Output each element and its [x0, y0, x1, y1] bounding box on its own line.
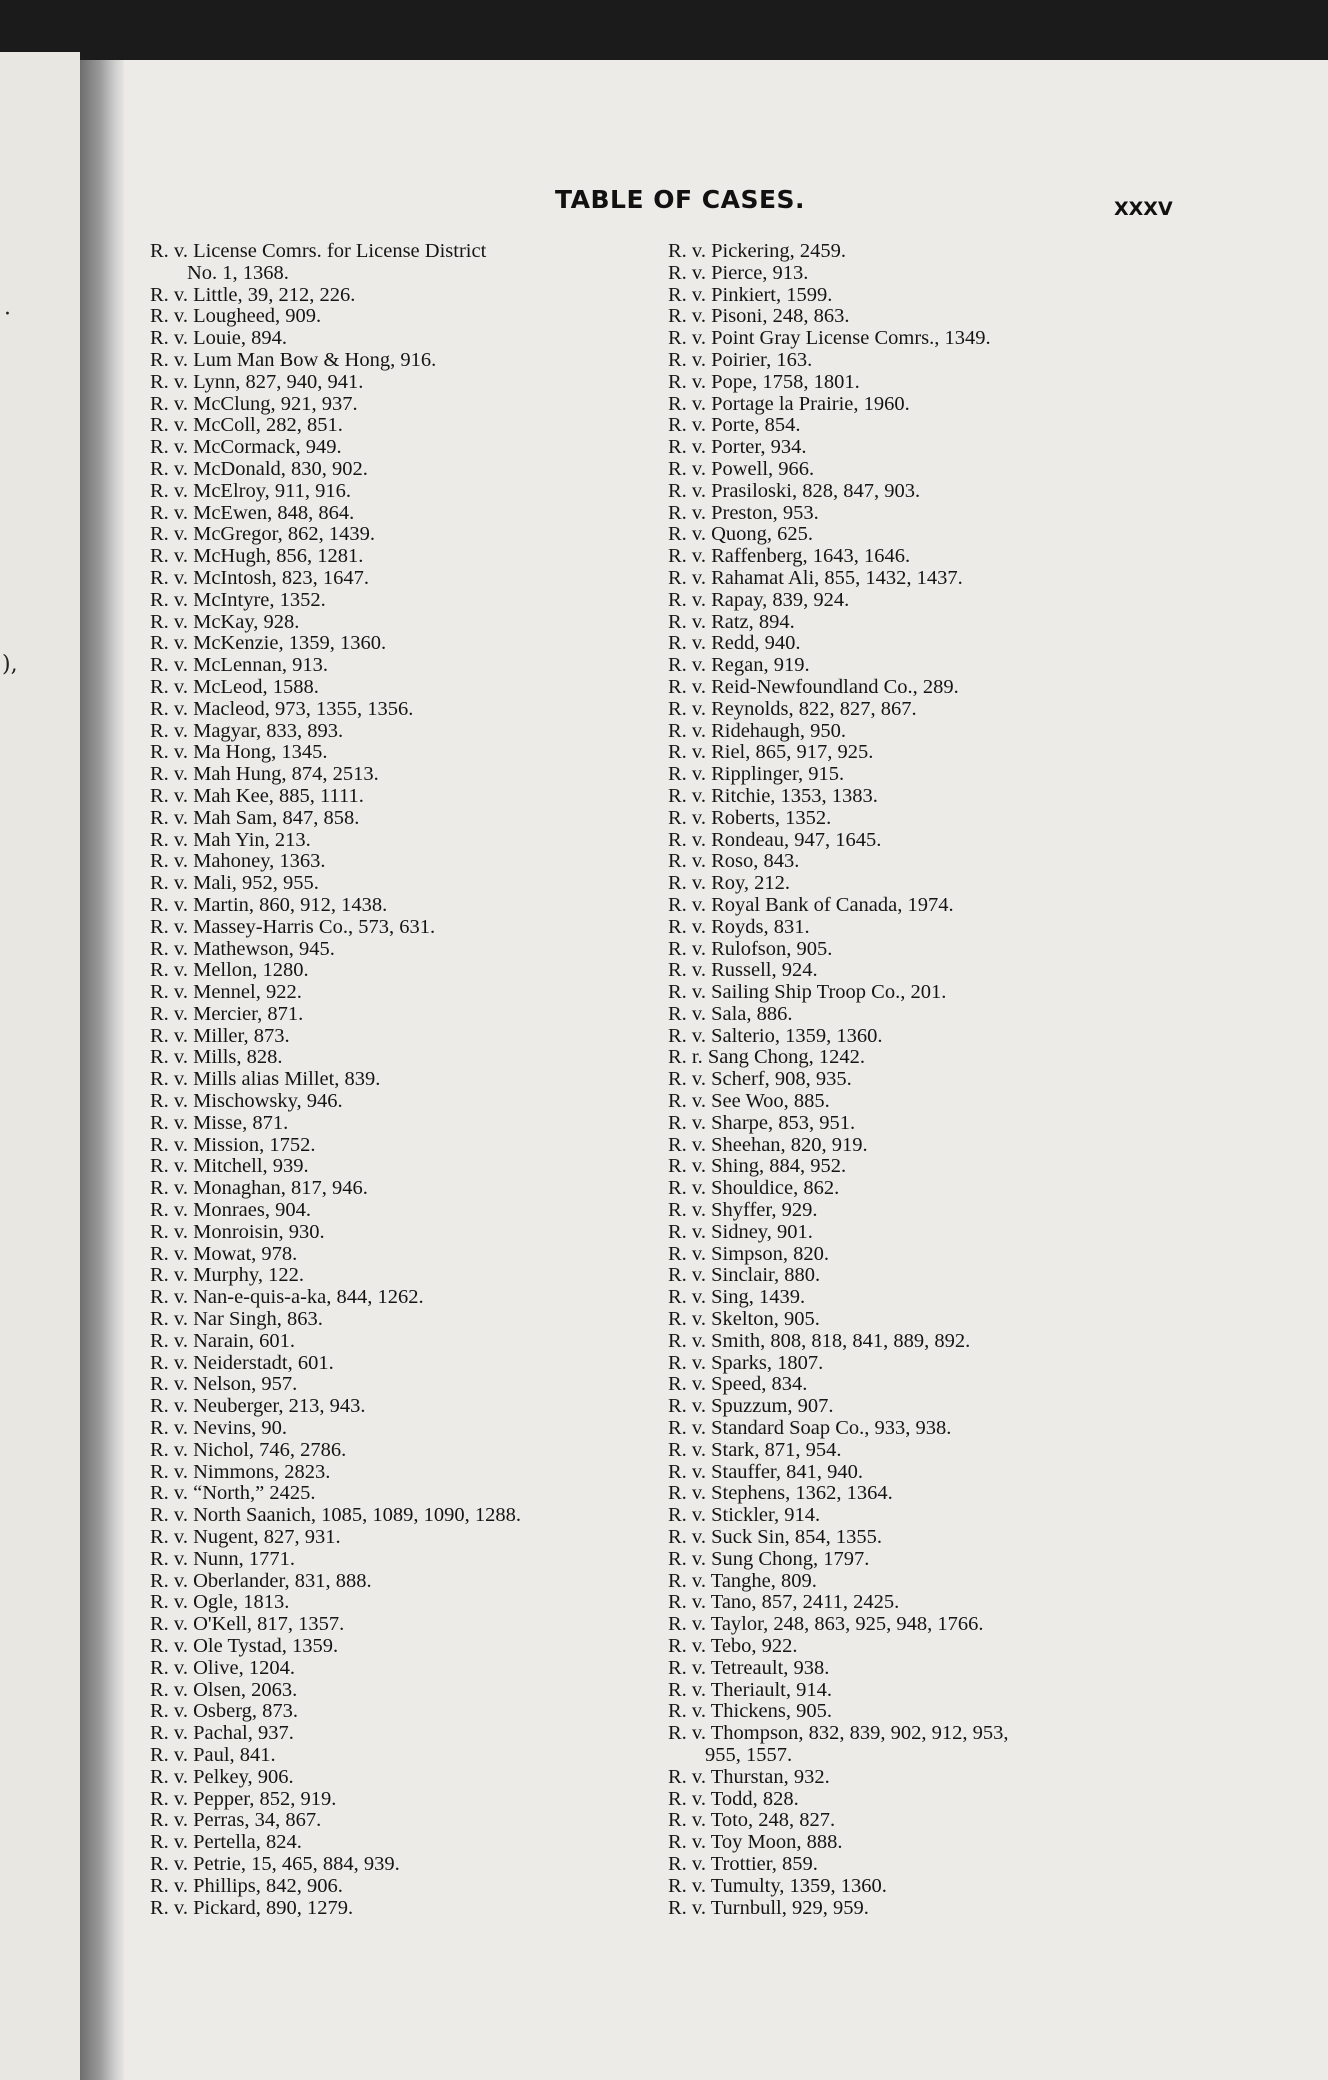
case-entry: R. v. Nugent, 827, 931. — [150, 1526, 341, 1549]
case-entry: R. v. Turnbull, 929, 959. — [668, 1896, 869, 1919]
case-entry: R. v. Tanghe, 809. — [668, 1569, 817, 1592]
case-entry: R. v. Nelson, 957. — [150, 1373, 298, 1396]
case-entry: R. v. Nar Singh, 863. — [150, 1308, 323, 1331]
case-entry: R. v. North Saanich, 1085, 1089, 1090, 1288. — [150, 1504, 522, 1527]
case-entry: R. v. Redd, 940. — [668, 632, 801, 655]
case-entry: R. v. Thurstan, 932. — [668, 1765, 830, 1788]
case-entry: R. v. Regan, 919. — [668, 654, 810, 677]
case-entry: R. v. Smith, 808, 818, 841, 889, 892. — [668, 1329, 971, 1352]
case-entry: R. v. Mellon, 1280. — [150, 959, 309, 982]
case-entry: R. v. Taylor, 248, 863, 925, 948, 1766. — [668, 1613, 984, 1636]
case-entry: R. v. McColl, 282, 851. — [150, 414, 343, 437]
case-entry: R. v. Toto, 248, 827. — [668, 1809, 836, 1832]
case-entry: R. v. Salterio, 1359, 1360. — [668, 1024, 883, 1047]
case-entry: R. v. Nevins, 90. — [150, 1417, 288, 1440]
case-entry: R. v. Murphy, 122. — [150, 1264, 304, 1287]
case-entry: R. v. Theriault, 914. — [668, 1678, 832, 1701]
case-entry: R. v. Powell, 966. — [668, 457, 815, 480]
case-entry: R. v. Lum Man Bow & Hong, 916. — [150, 348, 437, 371]
case-entry: R. v. Tetreault, 938. — [668, 1656, 830, 1679]
case-entry: R. v. Ogle, 1813. — [150, 1591, 290, 1614]
page-title: TABLE OF CASES. — [555, 185, 806, 214]
case-entry: R. v. Nan-e-quis-a-ka, 844, 1262. — [150, 1286, 424, 1309]
case-entry: R. v. Scherf, 908, 935. — [668, 1068, 852, 1091]
case-entry: R. v. Shyffer, 929. — [668, 1199, 818, 1222]
case-entry: R. v. Shouldice, 862. — [668, 1177, 840, 1200]
case-entry: R. v. Point Gray License Comrs., 1349. — [668, 327, 991, 350]
case-entry: R. v. Pelkey, 906. — [150, 1765, 294, 1788]
case-entry: R. v. Ratz, 894. — [668, 610, 795, 633]
case-entry: R. v. Trottier, 859. — [668, 1852, 818, 1875]
case-entry: R. v. Olive, 1204. — [150, 1656, 296, 1679]
case-entry: R. v. Nunn, 1771. — [150, 1547, 296, 1570]
case-entry: R. v. Roberts, 1352. — [668, 806, 832, 829]
case-entry: R. v. Pachal, 937. — [150, 1722, 294, 1745]
case-entry: R. v. Tebo, 922. — [668, 1635, 798, 1657]
case-entry: R. v. Reid-Newfoundland Co., 289. — [668, 675, 959, 698]
case-entry: R. v. Reynolds, 822, 827, 867. — [668, 697, 917, 720]
case-entry: R. v. McGregor, 862, 1439. — [150, 523, 376, 546]
case-entry: R. v. Oberlander, 831, 888. — [150, 1569, 372, 1592]
case-entry: R. v. Roy, 212. — [668, 872, 791, 895]
case-entry: R. v. Petrie, 15, 465, 884, 939. — [150, 1852, 400, 1875]
case-entry: R. v. Thickens, 905. — [668, 1700, 832, 1723]
case-entry: R. v. Stark, 871, 954. — [668, 1438, 842, 1461]
case-entry: R. v. McLennan, 913. — [150, 654, 329, 677]
case-entry: R. v. Macleod, 973, 1355, 1356. — [150, 697, 414, 720]
case-entry: R. v. Nichol, 746, 2786. — [150, 1438, 347, 1461]
case-entry: R. v. Mercier, 871. — [150, 1002, 304, 1025]
case-entry: R. v. Louie, 894. — [150, 327, 288, 350]
case-entry: R. v. Mischowsky, 946. — [150, 1090, 343, 1113]
case-entry: R. v. Perras, 34, 867. — [150, 1809, 322, 1832]
case-entry: R. v. Skelton, 905. — [668, 1308, 820, 1331]
left-case-column — [150, 241, 670, 1919]
case-entry: R. v. Sharpe, 853, 951. — [668, 1111, 856, 1134]
case-entry: R. v. Miller, 873. — [150, 1024, 290, 1047]
case-entry: R. v. Lougheed, 909. — [150, 305, 322, 328]
case-entry-line: R. v. Thompson, 832, 839, 902, 912, 953, — [668, 1722, 1009, 1745]
case-entry-line: R. v. License Comrs. for License District — [150, 240, 487, 262]
case-entry: R. v. Sidney, 901. — [668, 1220, 813, 1243]
case-entry: R. v. Mowat, 978. — [150, 1242, 298, 1265]
case-entry: R. v. Todd, 828. — [668, 1787, 799, 1810]
case-entry: R. v. McLeod, 1588. — [150, 675, 319, 698]
case-entry: R. v. Spuzzum, 907. — [668, 1395, 834, 1418]
page-number: XXXV — [1114, 198, 1173, 220]
case-entry: R. v. Little, 39, 212, 226. — [150, 283, 356, 306]
case-entry: R. v. Speed, 834. — [668, 1373, 808, 1396]
case-entry: R. v. Roso, 843. — [668, 850, 800, 873]
case-entry: R. v. Sparks, 1807. — [668, 1351, 824, 1374]
case-entry — [668, 1723, 1168, 1767]
case-entry: R. v. Lynn, 827, 940, 941. — [150, 370, 364, 393]
case-entry: R. v. Pisoni, 248, 863. — [668, 305, 850, 328]
facing-page-edge — [0, 52, 80, 2080]
case-entry: R. v. Mali, 952, 955. — [150, 872, 319, 895]
case-entry: R. v. Osberg, 873. — [150, 1700, 299, 1723]
case-entry: R. v. Pertella, 824. — [150, 1831, 302, 1854]
case-entry: R. v. Tumulty, 1359, 1360. — [668, 1874, 887, 1897]
case-entry: R. v. Stauffer, 841, 940. — [668, 1460, 864, 1483]
facing-page-mark: · — [4, 302, 11, 327]
case-entry — [150, 241, 670, 285]
case-entry: R. v. Sinclair, 880. — [668, 1264, 821, 1287]
case-entry: R. v. McHugh, 856, 1281. — [150, 545, 364, 568]
case-entry: R. v. Rondeau, 947, 1645. — [668, 828, 882, 851]
case-entry: R. v. McElroy, 911, 916. — [150, 479, 351, 502]
case-entry: R. v. Misse, 871. — [150, 1111, 289, 1134]
case-entry: R. v. Preston, 953. — [668, 501, 819, 524]
case-entry: R. v. Poirier, 163. — [668, 348, 813, 371]
case-entry: R. v. Suck Sin, 854, 1355. — [668, 1526, 882, 1549]
case-entry: R. v. Pepper, 852, 919. — [150, 1787, 337, 1810]
case-entry: R. v. Rulofson, 905. — [668, 937, 833, 960]
case-entry: R. v. Olsen, 2063. — [150, 1678, 298, 1701]
case-entry: R. v. Ridehaugh, 950. — [668, 719, 847, 742]
case-entry: R. v. Mills, 828. — [150, 1046, 283, 1069]
case-entry: R. v. Pickard, 890, 1279. — [150, 1896, 354, 1919]
case-entry: R. v. Quong, 625. — [668, 523, 814, 546]
case-entry: R. v. Porter, 934. — [668, 436, 807, 459]
case-entry: R. v. Porte, 854. — [668, 414, 801, 437]
case-entry: R. v. McEwen, 848, 864. — [150, 501, 355, 524]
case-entry: R. v. Massey-Harris Co., 573, 631. — [150, 915, 436, 938]
case-entry: R. v. Pierce, 913. — [668, 261, 809, 284]
case-entry: R. v. O'Kell, 817, 1357. — [150, 1613, 345, 1636]
case-entry: R. v. McDonald, 830, 902. — [150, 457, 368, 480]
case-entry: R. v. See Woo, 885. — [668, 1090, 830, 1113]
case-entry: R. v. Paul, 841. — [150, 1743, 276, 1766]
case-entry: R. v. Neuberger, 213, 943. — [150, 1395, 366, 1418]
case-entry: R. v. Mah Hung, 874, 2513. — [150, 763, 379, 786]
case-entry: R. v. Ole Tystad, 1359. — [150, 1635, 339, 1657]
case-entry: R. v. Riel, 865, 917, 925. — [668, 741, 874, 764]
case-entry: R. v. Mission, 1752. — [150, 1133, 316, 1156]
case-entry: R. v. Tano, 857, 2411, 2425. — [668, 1591, 900, 1614]
case-entry: R. v. Royal Bank of Canada, 1974. — [668, 893, 954, 916]
case-entry: R. v. Mathewson, 945. — [150, 937, 335, 960]
case-entry: R. v. Martin, 860, 912, 1438. — [150, 893, 388, 916]
case-entry: R. v. Russell, 924. — [668, 959, 818, 982]
case-entry: R. v. Magyar, 833, 893. — [150, 719, 344, 742]
case-entry: R. v. Sing, 1439. — [668, 1286, 806, 1309]
case-entry: R. v. Simpson, 820. — [668, 1242, 829, 1265]
case-entry: R. v. McKay, 928. — [150, 610, 300, 633]
case-entry: R. v. McIntosh, 823, 1647. — [150, 566, 370, 589]
case-entry: R. v. Mah Kee, 885, 1111. — [150, 784, 364, 807]
case-entry: R. v. Neiderstadt, 601. — [150, 1351, 334, 1374]
case-entry: R. v. Royds, 831. — [668, 915, 810, 938]
case-entry: R. v. Portage la Prairie, 1960. — [668, 392, 910, 415]
case-entry: R. v. Ma Hong, 1345. — [150, 741, 328, 764]
case-entry: R. v. Mah Yin, 213. — [150, 828, 311, 851]
case-entry: R. v. Monraes, 904. — [150, 1199, 311, 1222]
case-entry: R. v. Sung Chong, 1797. — [668, 1547, 870, 1570]
case-entry: R. v. Pope, 1758, 1801. — [668, 370, 860, 393]
right-case-column — [668, 241, 1168, 1919]
case-entry: R. v. McCormack, 949. — [150, 436, 342, 459]
facing-page-mark: ), — [2, 652, 18, 677]
case-entry: R. v. Sala, 886. — [668, 1002, 793, 1025]
case-entry: R. v. Narain, 601. — [150, 1329, 295, 1352]
case-entry-continuation: 955, 1557. — [705, 1743, 793, 1766]
case-entry: R. v. Mitchell, 939. — [150, 1155, 309, 1178]
case-entry: R. v. McKenzie, 1359, 1360. — [150, 632, 387, 655]
case-entry: R. v. Prasiloski, 828, 847, 903. — [668, 479, 921, 502]
case-entry: R. v. Rapay, 839, 924. — [668, 588, 850, 611]
case-entry-continuation: No. 1, 1368. — [187, 261, 289, 284]
case-entry: R. v. Monroisin, 930. — [150, 1220, 325, 1243]
case-entry: R. v. Stickler, 914. — [668, 1504, 821, 1527]
case-entry: R. v. Sailing Ship Troop Co., 201. — [668, 981, 947, 1004]
case-entry: R. v. Toy Moon, 888. — [668, 1831, 843, 1854]
case-entry: R. v. Mah Sam, 847, 858. — [150, 806, 360, 829]
case-entry: R. v. Raffenberg, 1643, 1646. — [668, 545, 911, 568]
case-entry: R. v. McClung, 921, 937. — [150, 392, 358, 415]
case-entry: R. v. Ripplinger, 915. — [668, 763, 845, 786]
case-entry: R. r. Sang Chong, 1242. — [668, 1046, 866, 1069]
case-entry: R. v. Stephens, 1362, 1364. — [668, 1482, 893, 1505]
case-entry: R. v. Monaghan, 817, 946. — [150, 1177, 368, 1200]
page-gutter-shadow — [80, 60, 124, 2080]
case-entry: R. v. McIntyre, 1352. — [150, 588, 326, 611]
case-entry: R. v. Sheehan, 820, 919. — [668, 1133, 868, 1156]
case-entry: R. v. Phillips, 842, 906. — [150, 1874, 343, 1897]
case-entry: R. v. Rahamat Ali, 855, 1432, 1437. — [668, 566, 963, 589]
case-entry: R. v. “North,” 2425. — [150, 1482, 316, 1505]
case-entry: R. v. Shing, 884, 952. — [668, 1155, 847, 1178]
case-entry: R. v. Mahoney, 1363. — [150, 850, 326, 873]
case-entry: R. v. Pinkiert, 1599. — [668, 283, 833, 306]
case-entry: R. v. Standard Soap Co., 933, 938. — [668, 1417, 952, 1440]
case-entry: R. v. Pickering, 2459. — [668, 240, 847, 262]
case-entry: R. v. Mennel, 922. — [150, 981, 302, 1004]
case-entry: R. v. Nimmons, 2823. — [150, 1460, 331, 1483]
case-entry: R. v. Ritchie, 1353, 1383. — [668, 784, 878, 807]
case-entry: R. v. Mills alias Millet, 839. — [150, 1068, 381, 1091]
